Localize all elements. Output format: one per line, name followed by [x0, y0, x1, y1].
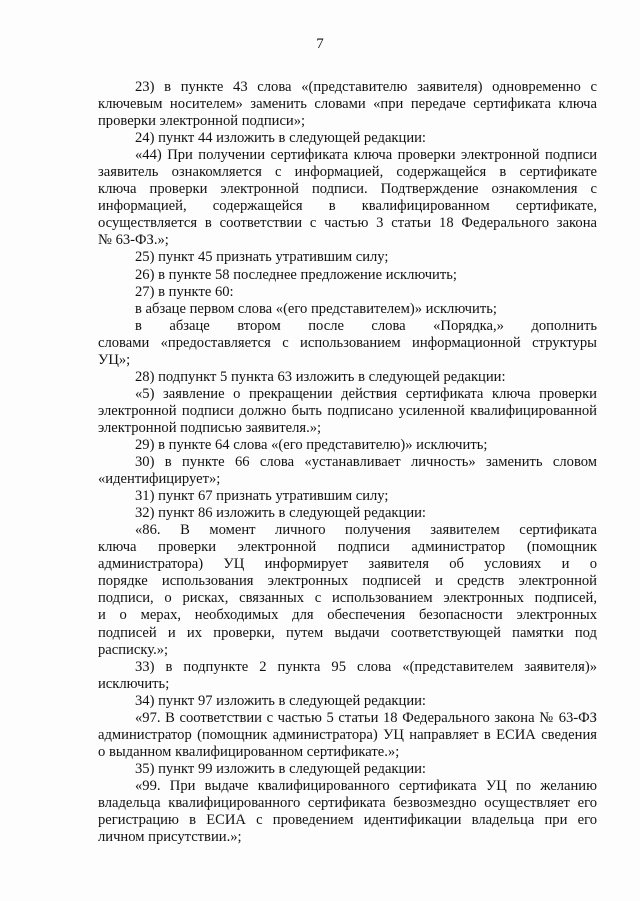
- text-line: электронной подписью заявителя.»;: [98, 419, 322, 436]
- text-line: «99. При выдаче квалифицированного сертификата УЦ по желанию: [135, 777, 597, 794]
- text-line: осуществляется в соответствии с частью 3 статьи 18 Федерального закона: [98, 215, 597, 232]
- text-line: информацией, содержащейся в квалифицированном сертификате,: [98, 198, 597, 215]
- text-line: «идентифицирует»;: [98, 471, 221, 488]
- text-line: подписи, о рисках, связанных с использованием электронных подписей,: [98, 590, 597, 607]
- text-line: 34) пункт 97 изложить в следующей редакции:: [135, 692, 426, 709]
- text-line: 32) пункт 86 изложить в следующей редакции:: [135, 505, 426, 522]
- text-line: в абзаце первом слова «(его представителем)» исключить;: [135, 300, 497, 317]
- text-line: «5) заявление о прекращении действия сертификата ключа проверки: [135, 385, 597, 402]
- text-line: 23) в пункте 43 слова «(представителю заявителя) одновременно с: [135, 79, 597, 95]
- text-line: в абзаце втором после слова «Порядка,» дополнить: [135, 317, 597, 334]
- text-line: администратор (помощник администратора) УЦ направляет в ЕСИА сведения: [98, 726, 597, 743]
- text-line: владельца квалифицированного сертификата безвозмездно осуществляет его: [98, 794, 597, 811]
- text-line: подписей и их проверки, путем выдачи соответствующей памятки под: [98, 624, 597, 641]
- text-line: 28) подпункт 5 пункта 63 изложить в следующей редакции:: [135, 368, 506, 385]
- text-line: расписку.»;: [98, 641, 169, 658]
- text-line: и о мерах, необходимых для обеспечения безопасности электронных: [98, 607, 597, 624]
- text-line: регистрацию в ЕСИА с проведением идентификации владельца при его: [98, 812, 597, 829]
- text-line: личном присутствии.»;: [98, 829, 242, 846]
- text-line: порядке использования электронных подписей и средств электронной: [98, 573, 597, 590]
- text-line: 26) в пункте 58 последнее предложение исключить;: [135, 266, 457, 283]
- text-line: № 63-ФЗ.»;: [98, 232, 169, 249]
- text-line: 33) в подпункте 2 пункта 95 слова «(представителем заявителя)»: [135, 658, 597, 675]
- text-line: ключа проверки электронной подписи администратор (помощник: [98, 539, 597, 556]
- text-line: ключевым носителем» заменить словами «при передаче сертификата ключа: [98, 96, 597, 113]
- text-line: проверки электронной подписи»;: [98, 113, 306, 130]
- text-line: словами «предоставляется с использованием информационной структуры: [98, 334, 597, 351]
- text-line: 30) в пункте 66 слова «устанавливает личность» заменить словом: [135, 454, 597, 471]
- text-line: УЦ»;: [98, 351, 131, 368]
- text-line: 27) в пункте 60:: [135, 283, 234, 300]
- text-line: электронной подписи должно быть подписано усиленной квалифицированной: [98, 402, 597, 419]
- text-line: исключить;: [98, 675, 170, 692]
- text-line: 25) пункт 45 признать утратившим силу;: [135, 249, 389, 266]
- text-line: заявитель ознакомляется с информацией, содержащейся в сертификате: [98, 164, 597, 181]
- text-line: 24) пункт 44 изложить в следующей редакции:: [135, 130, 426, 147]
- text-line: ключа проверки электронной подписи. Подтверждение ознакомления с: [98, 181, 597, 198]
- text-line: администратора) УЦ информирует заявителя об условиях и о: [98, 556, 597, 573]
- page-number: 7: [316, 36, 324, 52]
- document-body: [98, 79, 597, 846]
- text-line: «44) При получении сертификата ключа проверки электронной подписи: [135, 147, 597, 164]
- text-line: 35) пункт 99 изложить в следующей редакции:: [135, 760, 426, 777]
- text-line: 29) в пункте 64 слова «(его представителю)» исключить;: [135, 436, 488, 453]
- text-line: «86. В момент личного получения заявителем сертификата: [135, 522, 597, 539]
- text-line: «97. В соответствии с частью 5 статьи 18 Федерального закона № 63-ФЗ: [135, 709, 597, 726]
- text-line: 31) пункт 67 признать утратившим силу;: [135, 488, 389, 505]
- text-line: о выданном квалифицированном сертификате.»;: [98, 743, 400, 760]
